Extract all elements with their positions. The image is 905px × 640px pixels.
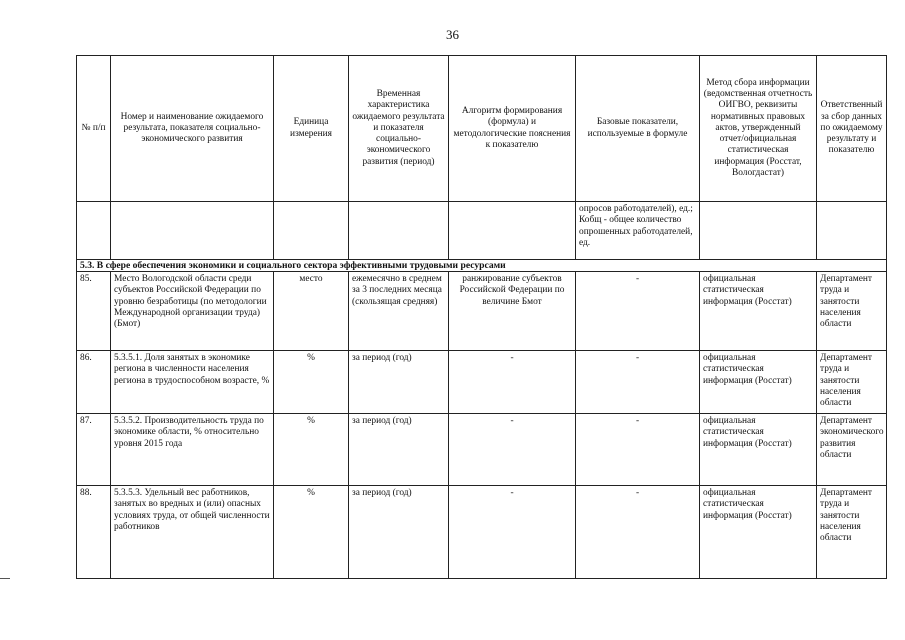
section-row: [77, 260, 887, 272]
header-name: Номер и наименование ожидаемого результата, показателя социально-экономического развития: [111, 56, 274, 202]
row-period: за период (год): [349, 414, 449, 486]
row-number: 85.: [77, 272, 111, 351]
row-base: -: [576, 351, 700, 414]
row-unit: место: [274, 272, 349, 351]
row-number: 87.: [77, 414, 111, 486]
margin-mark: [0, 578, 10, 579]
row-number: 88.: [77, 486, 111, 579]
header-number: № п/п: [77, 56, 111, 202]
row-responsible: Департамент труда и занятости населения области: [817, 486, 887, 579]
continuation-row: [77, 202, 887, 260]
header-method: Метод сбора информации (ведомственная отчетность ОИГВО, реквизиты нормативных правовых актов, утвержденный отчет/официальная статистическая информация (Росстат, Вологдастат): [700, 56, 817, 202]
row-unit: %: [274, 414, 349, 486]
continuation-base-indicators: опросов работодателей), ед.; Кобщ - общее количество опрошенных работодателей, ед.: [576, 202, 700, 260]
row-responsible: Департамент труда и занятости населения области: [817, 272, 887, 351]
section-title: 5.3. В сфере обеспечения экономики и социального сектора эффективными трудовыми ресурсами: [77, 260, 887, 272]
row-algorithm: -: [449, 351, 576, 414]
table-row: [77, 486, 887, 579]
indicators-table: [76, 55, 887, 579]
row-name: Место Вологодской области среди субъектов Российской Федерации по уровню безработицы (по методологии Международной организации труда) (Бмот): [111, 272, 274, 351]
header-responsible: Ответственный за сбор данных по ожидаемому результату и показателю: [817, 56, 887, 202]
row-base: -: [576, 486, 700, 579]
header-algorithm: Алгоритм формирования (формула) и методологические пояснения к показателю: [449, 56, 576, 202]
row-base: -: [576, 414, 700, 486]
row-method: официальная статистическая информация (Росстат): [700, 351, 817, 414]
row-unit: %: [274, 351, 349, 414]
row-name: 5.3.5.2. Производительность труда по экономике области, % относительно уровня 2015 года: [111, 414, 274, 486]
row-name: 5.3.5.3. Удельный вес работников, занятых во вредных и (или) опасных условиях труда, от общей численности работников: [111, 486, 274, 579]
row-unit: %: [274, 486, 349, 579]
row-base: -: [576, 272, 700, 351]
table-header-row: [77, 56, 887, 202]
header-unit: Единица измерения: [274, 56, 349, 202]
row-period: ежемесячно в среднем за 3 последних месяца (скользящая средняя): [349, 272, 449, 351]
table-row: [77, 414, 887, 486]
row-period: за период (год): [349, 351, 449, 414]
table-row: [77, 272, 887, 351]
table-row: [77, 351, 887, 414]
page-number: 36: [446, 27, 459, 42]
row-responsible: Департамент экономического развития области: [817, 414, 887, 486]
row-algorithm: ранжирование субъектов Российской Федерации по величине Бмот: [449, 272, 576, 351]
row-method: официальная статистическая информация (Росстат): [700, 272, 817, 351]
row-number: 86.: [77, 351, 111, 414]
row-responsible: Департамент труда и занятости населения области: [817, 351, 887, 414]
row-algorithm: -: [449, 414, 576, 486]
header-period: Временная характеристика ожидаемого результата и показателя социально-экономического развития (период): [349, 56, 449, 202]
row-period: за период (год): [349, 486, 449, 579]
row-algorithm: -: [449, 486, 576, 579]
row-name: 5.3.5.1. Доля занятых в экономике региона в численности населения региона в трудоспособном возрасте, %: [111, 351, 274, 414]
row-method: официальная статистическая информация (Росстат): [700, 414, 817, 486]
row-method: официальная статистическая информация (Росстат): [700, 486, 817, 579]
header-base-indicators: Базовые показатели, используемые в формуле: [576, 56, 700, 202]
